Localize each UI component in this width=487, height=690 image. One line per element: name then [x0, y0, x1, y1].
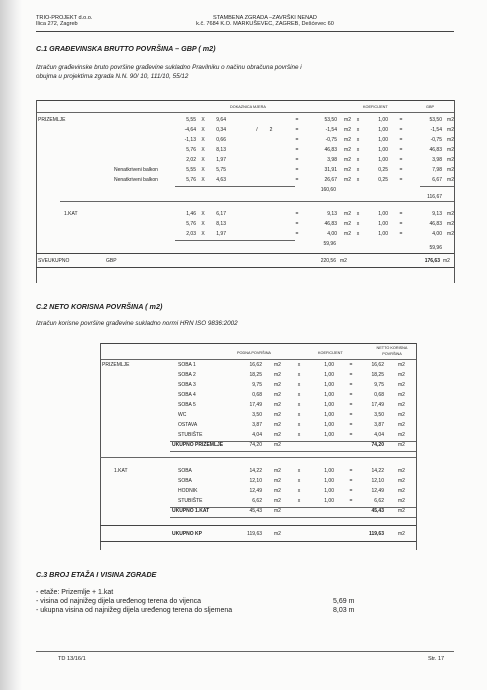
- total-unit: m2: [340, 258, 347, 264]
- gbp-cell: X: [201, 137, 205, 143]
- section-c3-title: C.3 BROJ ETAŽA I VISINA ZGRADE: [36, 570, 157, 579]
- neto-cell: m2: [398, 372, 405, 378]
- gbp-cell: 1,00: [378, 117, 388, 123]
- subtotal-2: 59,96: [323, 241, 336, 247]
- gbp-cell: 5,76: [186, 147, 196, 153]
- gbp-cell: 1,97: [216, 231, 226, 237]
- gbp-cell: 3,98: [432, 157, 442, 163]
- neto-cell: 1,00: [324, 362, 334, 368]
- col-header-koeficijent: KOEFICIJENT: [363, 105, 388, 109]
- col-header-podna: PODNA POVRŠINA: [237, 351, 271, 355]
- neto-cell: x: [297, 498, 301, 504]
- neto-cell: 16,62: [371, 362, 384, 368]
- ukupno-1kat-result-unit: m2: [398, 508, 405, 514]
- gbp-cell: x: [356, 137, 360, 143]
- neto-cell: m2: [398, 432, 405, 438]
- col-header-neto-2: POVRŠINA: [382, 352, 402, 356]
- neto-cell: m2: [398, 362, 405, 368]
- table-left-border: [100, 343, 101, 550]
- neto-cell: m2: [274, 498, 281, 504]
- ukupno-prizemlje-label: UKUPNO PRIZEMLJE: [172, 442, 224, 448]
- gbp-cell: -1,13: [184, 137, 196, 143]
- gbp-cell: X: [201, 231, 205, 237]
- neto-cell: m2: [398, 478, 405, 484]
- gbp-cell: 0,66: [216, 137, 226, 143]
- company-address: Ilica 272, Zagreb: [36, 21, 78, 28]
- neto-cell: m2: [274, 432, 281, 438]
- footer-doc-code: TD 13/16/1: [58, 656, 86, 662]
- balcony-label: Nenatkriveni balkon: [114, 177, 158, 183]
- gbp-cell: 46,83: [324, 221, 337, 227]
- neto-cell: m2: [398, 422, 405, 428]
- ukupno-prizemlje-result: 74,20: [371, 442, 384, 448]
- neto-cell: x: [297, 382, 301, 388]
- neto-cell: =: [349, 488, 353, 494]
- floors-line: - etaže: Prizemlje + 1.kat: [36, 589, 114, 596]
- neto-cell: 12,10: [249, 478, 262, 484]
- gbp-cell: 9,64: [216, 117, 226, 123]
- gbp-cell: =: [295, 137, 299, 143]
- header-company: [36, 15, 92, 28]
- ukupno-kp-unit: m2: [274, 531, 281, 537]
- col-header-koeficijent: KOEFICIJENT: [318, 351, 343, 355]
- neto-cell: HODNIK: [178, 488, 198, 494]
- neto-cell: 17,49: [249, 402, 262, 408]
- gbp-cell: 4,63: [216, 177, 226, 183]
- ridge-height-line: - ukupna visina od najnižeg dijela uređenog terena do sljemena: [36, 607, 233, 614]
- gbp-cell: 5,76: [186, 177, 196, 183]
- gbp-cell: 1,00: [378, 147, 388, 153]
- neto-cell: =: [349, 478, 353, 484]
- gbp-cell: X: [201, 177, 205, 183]
- gbp-cell: =: [295, 147, 299, 153]
- gbp-cell: -1,54: [430, 127, 442, 133]
- gbp-cell: =: [295, 157, 299, 163]
- gbp-cell: X: [201, 157, 205, 163]
- neto-cell: x: [297, 412, 301, 418]
- neto-cell: =: [349, 402, 353, 408]
- neto-cell: x: [297, 468, 301, 474]
- gbp-cell: 46,83: [429, 221, 442, 227]
- eaves-height-value: 5,69 m: [333, 598, 355, 605]
- col-header-gbp: GBP: [426, 105, 435, 109]
- gbp-cell: -0,75: [430, 137, 442, 143]
- neto-cell: =: [349, 468, 353, 474]
- height-list: [36, 588, 232, 615]
- neto-cell: =: [349, 392, 353, 398]
- neto-cell: =: [349, 412, 353, 418]
- table-top-rule: [100, 343, 416, 344]
- gbp-cell: x: [356, 221, 360, 227]
- gbp-cell: m2: [447, 177, 454, 183]
- neto-cell: OSTAVA: [178, 422, 198, 428]
- neto-cell: 1,00: [324, 468, 334, 474]
- table-top-rule: [36, 100, 454, 101]
- gbp-cell: m2: [447, 117, 454, 123]
- desc-line-2: obujma u projektima zgrada N.N. 90/ 10, 111/10, 55/12: [36, 72, 189, 80]
- floor-label-prizemlje: PRIZEMLJE: [38, 117, 66, 123]
- neto-cell: x: [297, 488, 301, 494]
- gbp-cell: 1,00: [378, 221, 388, 227]
- table-bottom-rule: [36, 267, 454, 268]
- neto-cell: m2: [274, 488, 281, 494]
- gbp-cell: 5,55: [186, 117, 196, 123]
- neto-cell: SOBA 2: [178, 372, 196, 378]
- neto-cell: 1,00: [324, 382, 334, 388]
- neto-cell: m2: [398, 392, 405, 398]
- ukupno-rule: [170, 451, 416, 452]
- neto-cell: 1,00: [324, 372, 334, 378]
- ukupno-1kat-label: UKUPNO 1.KAT: [172, 508, 210, 514]
- neto-cell: 0,68: [374, 392, 384, 398]
- gbp-cell: X: [201, 147, 205, 153]
- neto-cell: 14,22: [249, 468, 262, 474]
- gbp-cell: m2: [447, 221, 454, 227]
- gbp-cell: =: [295, 117, 299, 123]
- neto-cell: SOBA: [178, 468, 192, 474]
- ridge-height-value: 8,03 m: [333, 607, 355, 614]
- neto-cell: m2: [274, 392, 281, 398]
- gbp-cell: 1,00: [378, 127, 388, 133]
- gbp-cell: m2: [344, 221, 351, 227]
- gbp-cell: X: [201, 221, 205, 227]
- subtotal-1-result: 116,67: [427, 194, 442, 200]
- project-location: k.č. 7684 K.O. MARKUŠEVEC, ZAGREB, Dešćevec 60: [196, 21, 334, 28]
- neto-cell: 1,00: [324, 478, 334, 484]
- neto-cell: SOBA 1: [178, 362, 196, 368]
- ukupno-prizemlje-unit: m2: [274, 442, 281, 448]
- gbp-cell: =: [399, 221, 403, 227]
- gbp-cell: =: [399, 177, 403, 183]
- neto-cell: 17,49: [371, 402, 384, 408]
- gbp-cell: 1,00: [378, 157, 388, 163]
- gbp-cell: 1,00: [378, 211, 388, 217]
- neto-cell: x: [297, 432, 301, 438]
- gbp-cell: 46,83: [324, 147, 337, 153]
- header-bottom-rule: [36, 112, 454, 113]
- neto-cell: m2: [274, 372, 281, 378]
- gbp-cell: =: [295, 231, 299, 237]
- ukupno-kp-rule: [100, 525, 416, 526]
- gbp-cell: 53,50: [429, 117, 442, 123]
- gbp-cell: 8,13: [216, 147, 226, 153]
- floor-separator: [60, 201, 454, 202]
- subtotal-rule: [420, 186, 454, 187]
- company-name: TRIO-PROJEKT d.o.o.: [36, 15, 93, 21]
- gbp-cell: 7,98: [432, 167, 442, 173]
- gbp-cell: x: [356, 117, 360, 123]
- neto-cell: =: [349, 432, 353, 438]
- gbp-cell: -1,54: [325, 127, 337, 133]
- gbp-cell: m2: [447, 137, 454, 143]
- gbp-cell: 4,00: [432, 231, 442, 237]
- table-bottom-rule: [100, 541, 416, 542]
- neto-cell: SOBA: [178, 478, 192, 484]
- gbp-cell: x: [356, 147, 360, 153]
- neto-cell: SOBA 5: [178, 402, 196, 408]
- gbp-cell: m2: [447, 231, 454, 237]
- gbp-cell: x: [356, 157, 360, 163]
- neto-cell: 1,00: [324, 488, 334, 494]
- neto-cell: =: [349, 362, 353, 368]
- gbp-cell: =: [399, 147, 403, 153]
- gbp-cell: 1,00: [378, 137, 388, 143]
- gbp-cell: x: [356, 177, 360, 183]
- gbp-cell: 2,02: [186, 157, 196, 163]
- ukupno-1kat-unit: m2: [274, 508, 281, 514]
- neto-cell: 3,50: [252, 412, 262, 418]
- neto-cell: 9,75: [374, 382, 384, 388]
- footer-page-number: Str. 17: [428, 656, 445, 662]
- gbp-cell: -4,64: [184, 127, 196, 133]
- gbp-cell: m2: [447, 147, 454, 153]
- neto-cell: 12,10: [371, 478, 384, 484]
- neto-cell: 4,04: [252, 432, 262, 438]
- gbp-cell: x: [356, 211, 360, 217]
- total-result-unit: m2: [443, 258, 450, 264]
- floor-label-1kat: 1.KAT: [114, 468, 128, 474]
- neto-cell: x: [297, 402, 301, 408]
- section-c1-title: C.1 GRAĐEVINSKA BRUTTO POVRŠINA – GBP ( m2): [36, 44, 216, 53]
- ukupno-rule: [170, 517, 416, 518]
- neto-cell: =: [349, 372, 353, 378]
- gbp-cell: =: [399, 137, 403, 143]
- neto-cell: 1,00: [324, 392, 334, 398]
- gbp-cell: =: [295, 177, 299, 183]
- gbp-cell: m2: [344, 231, 351, 237]
- neto-cell: WC: [178, 412, 187, 418]
- gbp-cell: 0,25: [378, 177, 388, 183]
- gbp-cell: x: [356, 231, 360, 237]
- neto-cell: 3,87: [252, 422, 262, 428]
- gbp-cell: =: [295, 127, 299, 133]
- ukupno-prizemlje-result-unit: m2: [398, 442, 405, 448]
- neto-cell: m2: [398, 468, 405, 474]
- gbp-cell: m2: [447, 211, 454, 217]
- neto-cell: 3,50: [374, 412, 384, 418]
- gbp-cell: 4,00: [327, 231, 337, 237]
- gbp-cell: x: [356, 167, 360, 173]
- floor-label-1kat: 1.KAT: [64, 211, 78, 217]
- gbp-cell: m2: [447, 127, 454, 133]
- gbp-cell: 1,46: [186, 211, 196, 217]
- gbp-cell: X: [201, 117, 205, 123]
- neto-cell: 6,62: [252, 498, 262, 504]
- ukupno-1kat-result: 45,43: [371, 508, 384, 514]
- gbp-cell: =: [399, 127, 403, 133]
- neto-cell: m2: [398, 412, 405, 418]
- eaves-height-line: - visina od najnižeg dijela uređenog terena do vijenca: [36, 598, 201, 605]
- neto-cell: =: [349, 422, 353, 428]
- ukupno-kp-value: 119,63: [247, 531, 262, 537]
- floor-separator: [100, 457, 416, 458]
- table-right-border: [416, 343, 417, 550]
- gbp-cell: =: [399, 117, 403, 123]
- subtotal-2-result: 59,96: [429, 245, 442, 251]
- gbp-cell: 6,67: [432, 177, 442, 183]
- col-header-neto-1: NETTO KORISNA: [376, 346, 408, 350]
- gbp-cell: 1,97: [216, 157, 226, 163]
- gbp-cell: 5,76: [186, 221, 196, 227]
- table-right-border: [454, 100, 455, 283]
- neto-cell: m2: [274, 412, 281, 418]
- gbp-cell: X: [201, 127, 205, 133]
- gbp-cell: x: [356, 127, 360, 133]
- neto-cell: 12,49: [249, 488, 262, 494]
- gbp-cell: 46,83: [429, 147, 442, 153]
- neto-cell: 16,62: [249, 362, 262, 368]
- neto-cell: m2: [398, 382, 405, 388]
- gbp-cell: 31,91: [324, 167, 337, 173]
- gbp-cell: =: [399, 157, 403, 163]
- gbp-cell: m2: [447, 157, 454, 163]
- neto-cell: SOBA 3: [178, 382, 196, 388]
- gbp-cell: 2: [269, 127, 273, 133]
- gbp-cell: 53,50: [324, 117, 337, 123]
- neto-cell: m2: [398, 488, 405, 494]
- gbp-cell: =: [295, 167, 299, 173]
- neto-cell: m2: [274, 468, 281, 474]
- desc-line-1: Izračun građevinske bruto površine građevine sukladno Pravilniku o načinu obračuna površine i: [36, 64, 302, 71]
- total-value: 220,56: [320, 258, 336, 264]
- neto-cell: 1,00: [324, 412, 334, 418]
- floor-label-prizemlje: PRIZEMLJE: [102, 362, 130, 368]
- total-result: 176,63: [424, 258, 440, 264]
- neto-cell: x: [297, 372, 301, 378]
- balcony-label: Nenatkriveni balkon: [114, 167, 158, 173]
- table-left-border: [36, 100, 37, 283]
- gbp-cell: 0,34: [216, 127, 226, 133]
- header-rule: [36, 31, 454, 32]
- neto-cell: STUBIŠTE: [178, 498, 203, 504]
- ukupno-prizemlje-value: 74,20: [249, 442, 262, 448]
- neto-cell: SOBA 4: [178, 392, 196, 398]
- gbp-cell: X: [201, 211, 205, 217]
- gbp-cell: m2: [344, 157, 351, 163]
- neto-cell: m2: [274, 382, 281, 388]
- gbp-cell: 6,17: [216, 211, 226, 217]
- gbp-cell: 8,13: [216, 221, 226, 227]
- neto-cell: 6,62: [374, 498, 384, 504]
- gbp-cell: X: [201, 167, 205, 173]
- gbp-cell: =: [399, 211, 403, 217]
- neto-cell: 18,25: [249, 372, 262, 378]
- total-top-rule: [36, 253, 454, 254]
- gbp-cell: m2: [344, 177, 351, 183]
- ukupno-kp-result-unit: m2: [398, 531, 405, 537]
- total-label: SVEUKUPNO: [38, 258, 70, 264]
- scan-edge-shadow: [0, 0, 22, 690]
- neto-cell: =: [349, 498, 353, 504]
- gbp-cell: m2: [344, 117, 351, 123]
- footer-rule: [36, 651, 454, 652]
- gbp-cell: 5,75: [216, 167, 226, 173]
- neto-cell: 3,87: [374, 422, 384, 428]
- gbp-cell: =: [399, 231, 403, 237]
- ukupno-kp-label: UKUPNO KP: [172, 531, 203, 537]
- gbp-cell: /: [256, 127, 258, 133]
- gbp-cell: =: [399, 167, 403, 173]
- neto-cell: STUBIŠTE: [178, 432, 203, 438]
- header-project: [160, 15, 370, 28]
- neto-cell: 1,00: [324, 402, 334, 408]
- neto-cell: 12,49: [371, 488, 384, 494]
- neto-cell: =: [349, 382, 353, 388]
- ukupno-1kat-value: 45,43: [249, 508, 262, 514]
- height-values: [333, 597, 354, 615]
- neto-cell: 1,00: [324, 432, 334, 438]
- neto-cell: 1,00: [324, 498, 334, 504]
- neto-cell: m2: [274, 422, 281, 428]
- section-c2-title: C.2 NETO KORISNA POVRŠINA ( m2): [36, 302, 163, 311]
- neto-cell: x: [297, 422, 301, 428]
- header-bottom-rule: [100, 359, 416, 360]
- neto-cell: 4,04: [374, 432, 384, 438]
- gbp-cell: m2: [447, 167, 454, 173]
- gbp-cell: 0,25: [378, 167, 388, 173]
- project-name: STAMBENA ZGRADA –ZAVRŠKI NENAD: [213, 15, 317, 21]
- gbp-cell: 9,13: [327, 211, 337, 217]
- neto-cell: x: [297, 392, 301, 398]
- gbp-cell: 3,98: [327, 157, 337, 163]
- gbp-cell: =: [295, 221, 299, 227]
- neto-cell: m2: [274, 362, 281, 368]
- gbp-cell: m2: [344, 211, 351, 217]
- gbp-cell: m2: [344, 137, 351, 143]
- neto-cell: m2: [274, 478, 281, 484]
- gbp-cell: -0,75: [325, 137, 337, 143]
- neto-cell: 14,22: [371, 468, 384, 474]
- col-header-dokaznica: DOKAZNICA MJERA: [230, 105, 266, 109]
- neto-cell: m2: [398, 402, 405, 408]
- neto-cell: m2: [274, 402, 281, 408]
- gbp-cell: 9,13: [432, 211, 442, 217]
- neto-cell: 18,25: [371, 372, 384, 378]
- neto-cell: m2: [398, 498, 405, 504]
- gbp-cell: m2: [344, 167, 351, 173]
- ukupno-kp-result: 119,63: [368, 531, 384, 537]
- section-c1-desc: [36, 64, 302, 81]
- neto-cell: 1,00: [324, 422, 334, 428]
- neto-cell: x: [297, 478, 301, 484]
- subtotal-rule: [175, 240, 295, 241]
- gbp-cell: 26,67: [324, 177, 337, 183]
- gbp-cell: 1,00: [378, 231, 388, 237]
- subtotal-1: 160,60: [320, 187, 336, 193]
- gbp-cell: 2,03: [186, 231, 196, 237]
- gbp-cell: m2: [344, 127, 351, 133]
- neto-cell: 9,75: [252, 382, 262, 388]
- neto-cell: x: [297, 362, 301, 368]
- subtotal-rule: [175, 186, 295, 187]
- gbp-cell: m2: [344, 147, 351, 153]
- neto-cell: 0,68: [252, 392, 262, 398]
- section-c2-desc: Izračun korisne površine građevine sukladno normi HRN ISO 9836:2002: [36, 320, 238, 327]
- total-gbp-label: GBP: [106, 258, 117, 264]
- gbp-cell: 5,55: [186, 167, 196, 173]
- gbp-cell: =: [295, 211, 299, 217]
